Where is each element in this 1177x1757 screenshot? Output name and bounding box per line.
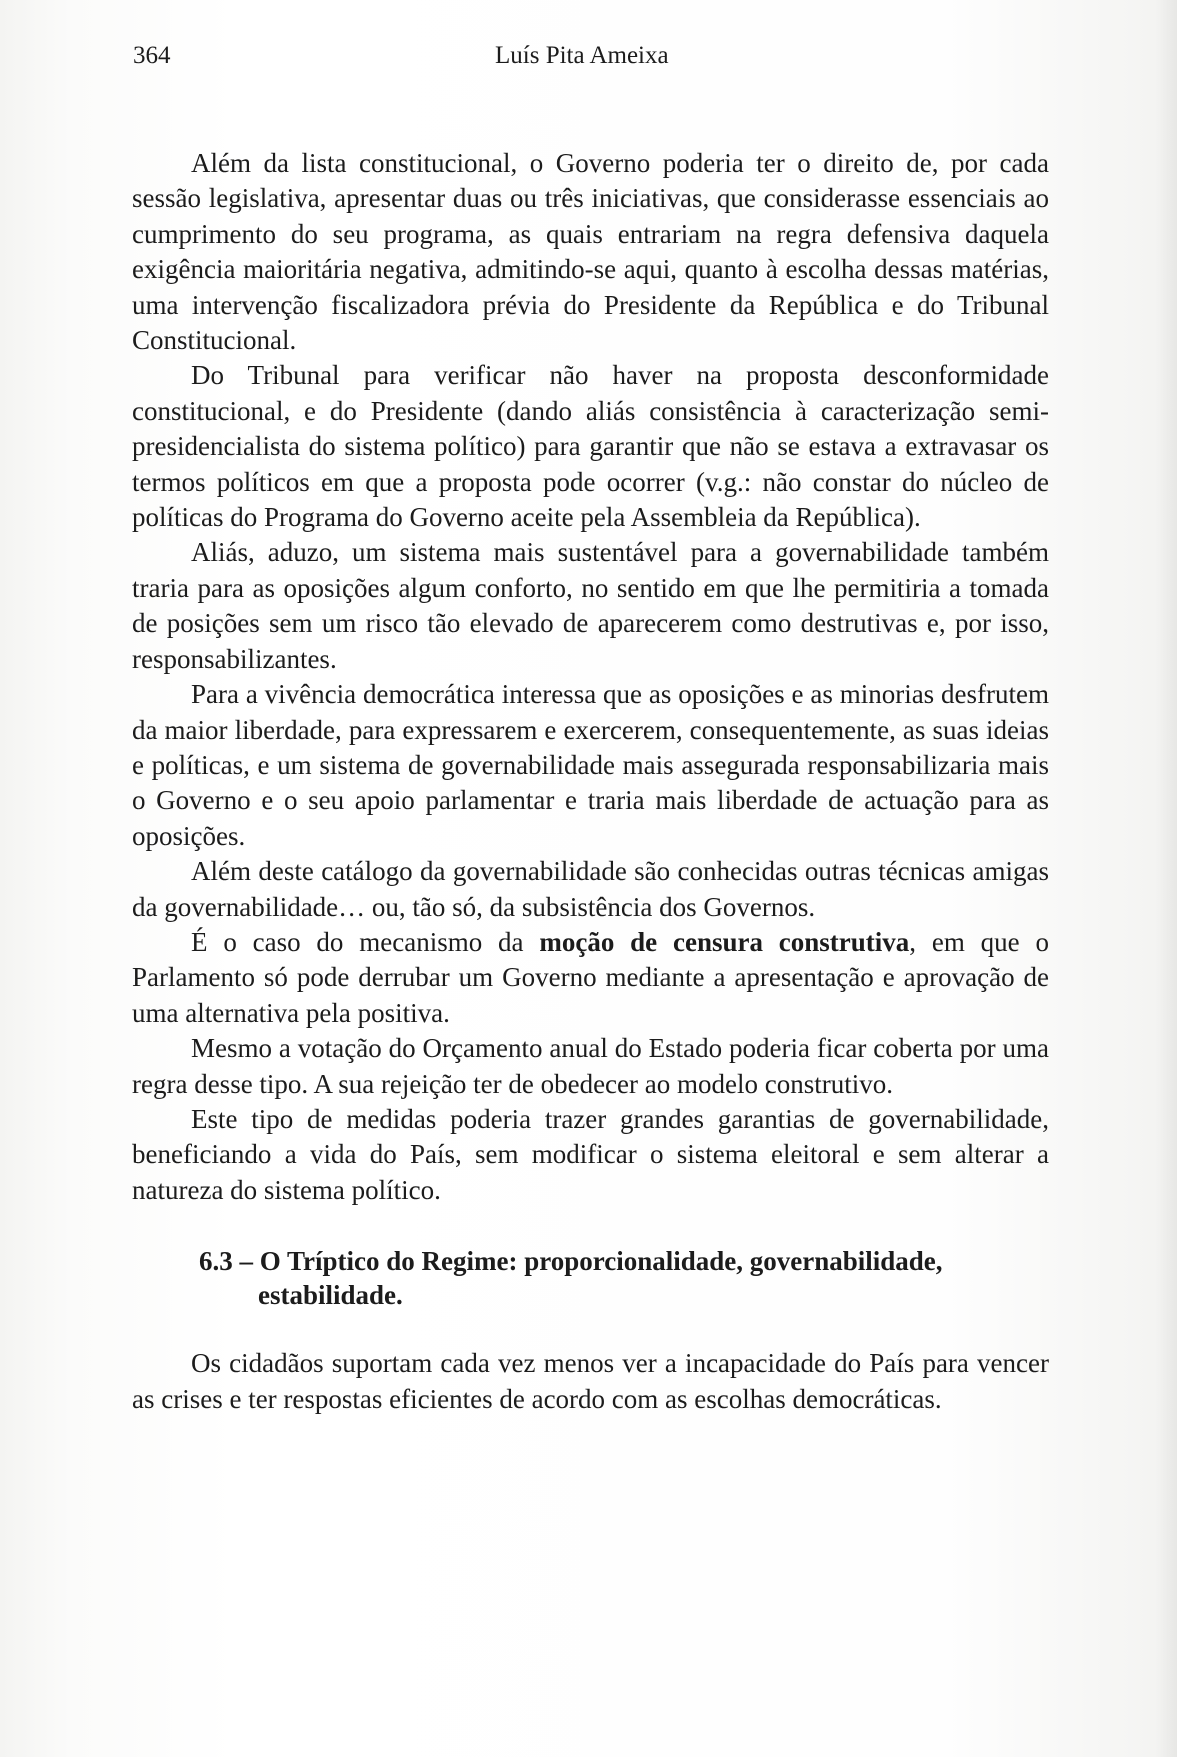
paragraph-2: Do Tribunal para verificar não haver na proposta desconformidade constitucional, e do Presidente (dando aliás consistência à caracterização semi-presidencialista do sistema político) para garantir que não se estava a extravasar os termos políticos em que a proposta pode ocorrer (v.g.: não constar do núcleo de políticas do Programa do Governo aceite pela Assembleia da República). [132,360,1049,533]
paragraph-3: Aliás, aduzo, um sistema mais sustentável para a governabilidade também traria para as oposições algum conforto, no sentido em que lhe permitiria a tomada de posições sem um risco tão elevado de aparecerem como destrutivas e, por isso, responsabilizantes. [132,537,1049,674]
page-number: 364 [133,42,171,69]
body-text [132,146,1049,1417]
page-edge-shadow [1155,0,1177,1757]
section-heading [132,1244,1049,1312]
paragraph-closing: Os cidadãos suportam cada vez menos ver a incapacidade do País para vencer as crises e ter respostas eficientes de acordo com as escolhas democráticas. [132,1348,1049,1414]
section-number: 6.3 – [199,1246,253,1277]
censure-text-after: , em que o Parlamento só pode derrubar um Governo mediante a apresentação e aprovação de uma alternativa pela positiva. [132,926,1049,1028]
censure-term-bold: moção de censura construtiva [539,926,910,957]
paragraph-4: Para a vivência democrática interessa que as oposições e as minorias desfrutem da maior liberdade, para expressarem e exercerem, consequentemente, as suas ideias e políticas, e um sistema de governabilidade mais assegurada responsabilizaria mais o Governo e o seu apoio parlamentar e traria mais liberdade de actuação para as oposições. [132,679,1049,851]
page-header [133,42,753,82]
paragraph-1: Além da lista constitucional, o Governo poderia ter o direito de, por cada sessão legislativa, apresentar duas ou três iniciativas, que considerasse essenciais ao cumprimento do seu programa, as quais entrariam na regra defensiva daquela exigência maioritária negativa, admitindo-se aqui, quanto à escolha dessas matérias, uma intervenção fiscalizadora prévia do Presidente da República e do Tribunal Constitucional. [132,148,1049,356]
paragraph-7: Mesmo a votação do Orçamento anual do Estado poderia ficar coberta por uma regra desse tipo. A sua rejeição ter de obedecer ao modelo construtivo. [132,1033,1049,1099]
running-head: Luís Pita Ameixa [495,42,669,69]
section-title: O Tríptico do Regime: proporcionalidade, governabilidade, estabilidade. [258,1246,943,1311]
paragraph-5: Além deste catálogo da governabilidade são conhecidas outras técnicas amigas da governabilidade… ou, tão só, da subsistência dos Governos. [132,856,1049,922]
censure-text-before: É o caso do mecanismo da [191,926,540,957]
paragraph-8: Este tipo de medidas poderia trazer grandes garantias de governabilidade, beneficiando a vida do País, sem modificar o sistema eleitoral e sem alterar a natureza do sistema político. [132,1103,1049,1205]
paragraph-censure [132,925,1049,1031]
